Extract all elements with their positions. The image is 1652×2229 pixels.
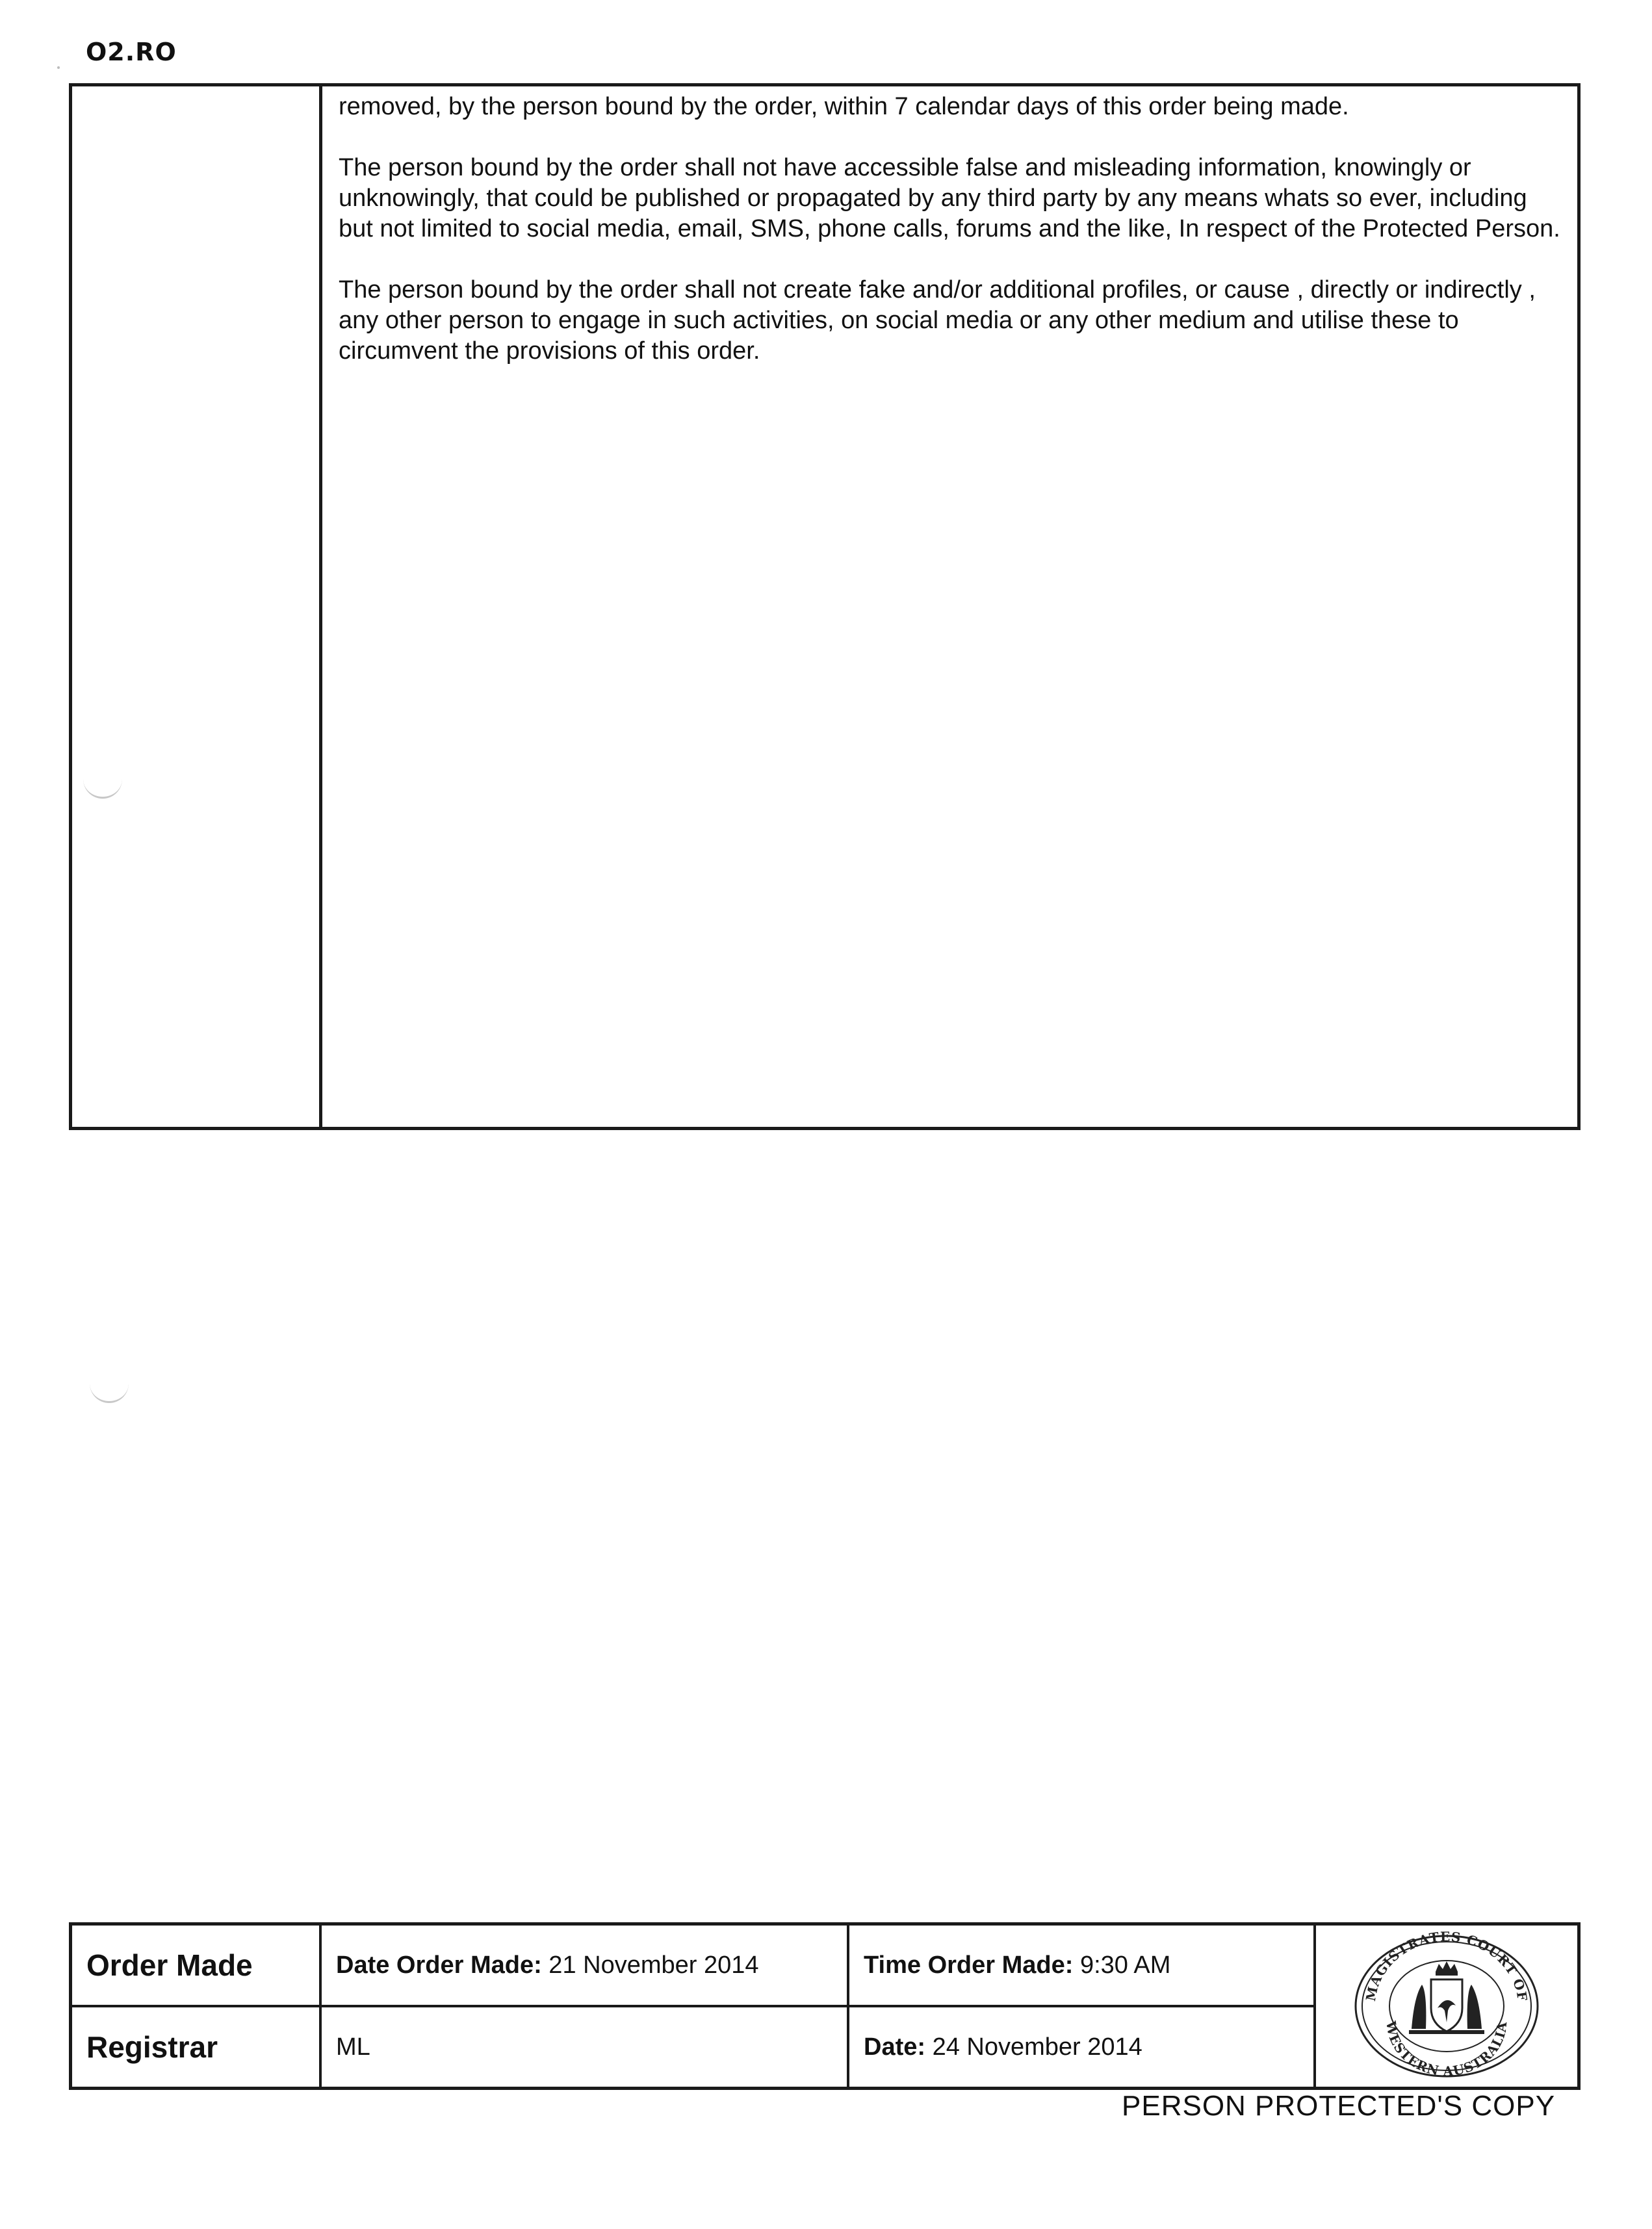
- punch-hole-mark: [90, 1379, 129, 1403]
- condition-paragraph: The person bound by the order shall not have accessible false and misleading information, knowingly or unknowingly, that could be published or propagated by any third party by any means whats so ever, including but not limited to social media, email, SMS, phone calls, forums and the like, In respect of the Protected Person.: [339, 154, 1560, 242]
- condition-paragraph: removed, by the person bound by the order, within 7 calendar days of this order being made.: [339, 93, 1349, 120]
- registrar-date-value: 24 November 2014: [925, 2033, 1142, 2061]
- court-seal-icon: [1349, 1931, 1544, 2081]
- order-footer-table: [69, 1922, 1581, 2090]
- order-conditions-text: [339, 92, 1560, 397]
- column-divider: [319, 86, 322, 1127]
- time-order-made-value: 9:30 AM: [1073, 1951, 1171, 1979]
- time-order-made-field: [849, 1926, 1313, 2005]
- svg-text:MAGISTRATES COURT OF: MAGISTRATES COURT OF: [1362, 1931, 1530, 2003]
- condition-paragraph: The person bound by the order shall not create fake and/or additional profiles, or cause , directly or indirectly , any other person to engage in such activities, on social media or any other medium and utilise these to circumvent the provisions of this order.: [339, 276, 1536, 365]
- copy-designation: PERSON PROTECTED'S COPY: [1122, 2090, 1556, 2122]
- registrar-value: ML: [336, 2033, 370, 2061]
- date-order-made-field: [322, 1926, 847, 2005]
- date-order-made-value: 21 November 2014: [541, 1951, 759, 1979]
- svg-text:WESTERN AUSTRALIA: WESTERN AUSTRALIA: [1383, 2020, 1510, 2080]
- time-order-made-label: Time Order Made:: [864, 1951, 1074, 1979]
- court-seal: [1316, 1926, 1577, 2087]
- registrar-label: Registrar: [86, 2030, 218, 2064]
- registrar-date-label: Date:: [864, 2033, 926, 2061]
- order-made-label: Order Made: [86, 1948, 253, 1982]
- registrar-date-field: [849, 2007, 1313, 2087]
- date-order-made-label: Date Order Made:: [336, 1951, 542, 1979]
- order-conditions-box: [69, 83, 1581, 1130]
- form-code: O2.RO: [86, 38, 177, 66]
- stray-mark: [57, 66, 60, 69]
